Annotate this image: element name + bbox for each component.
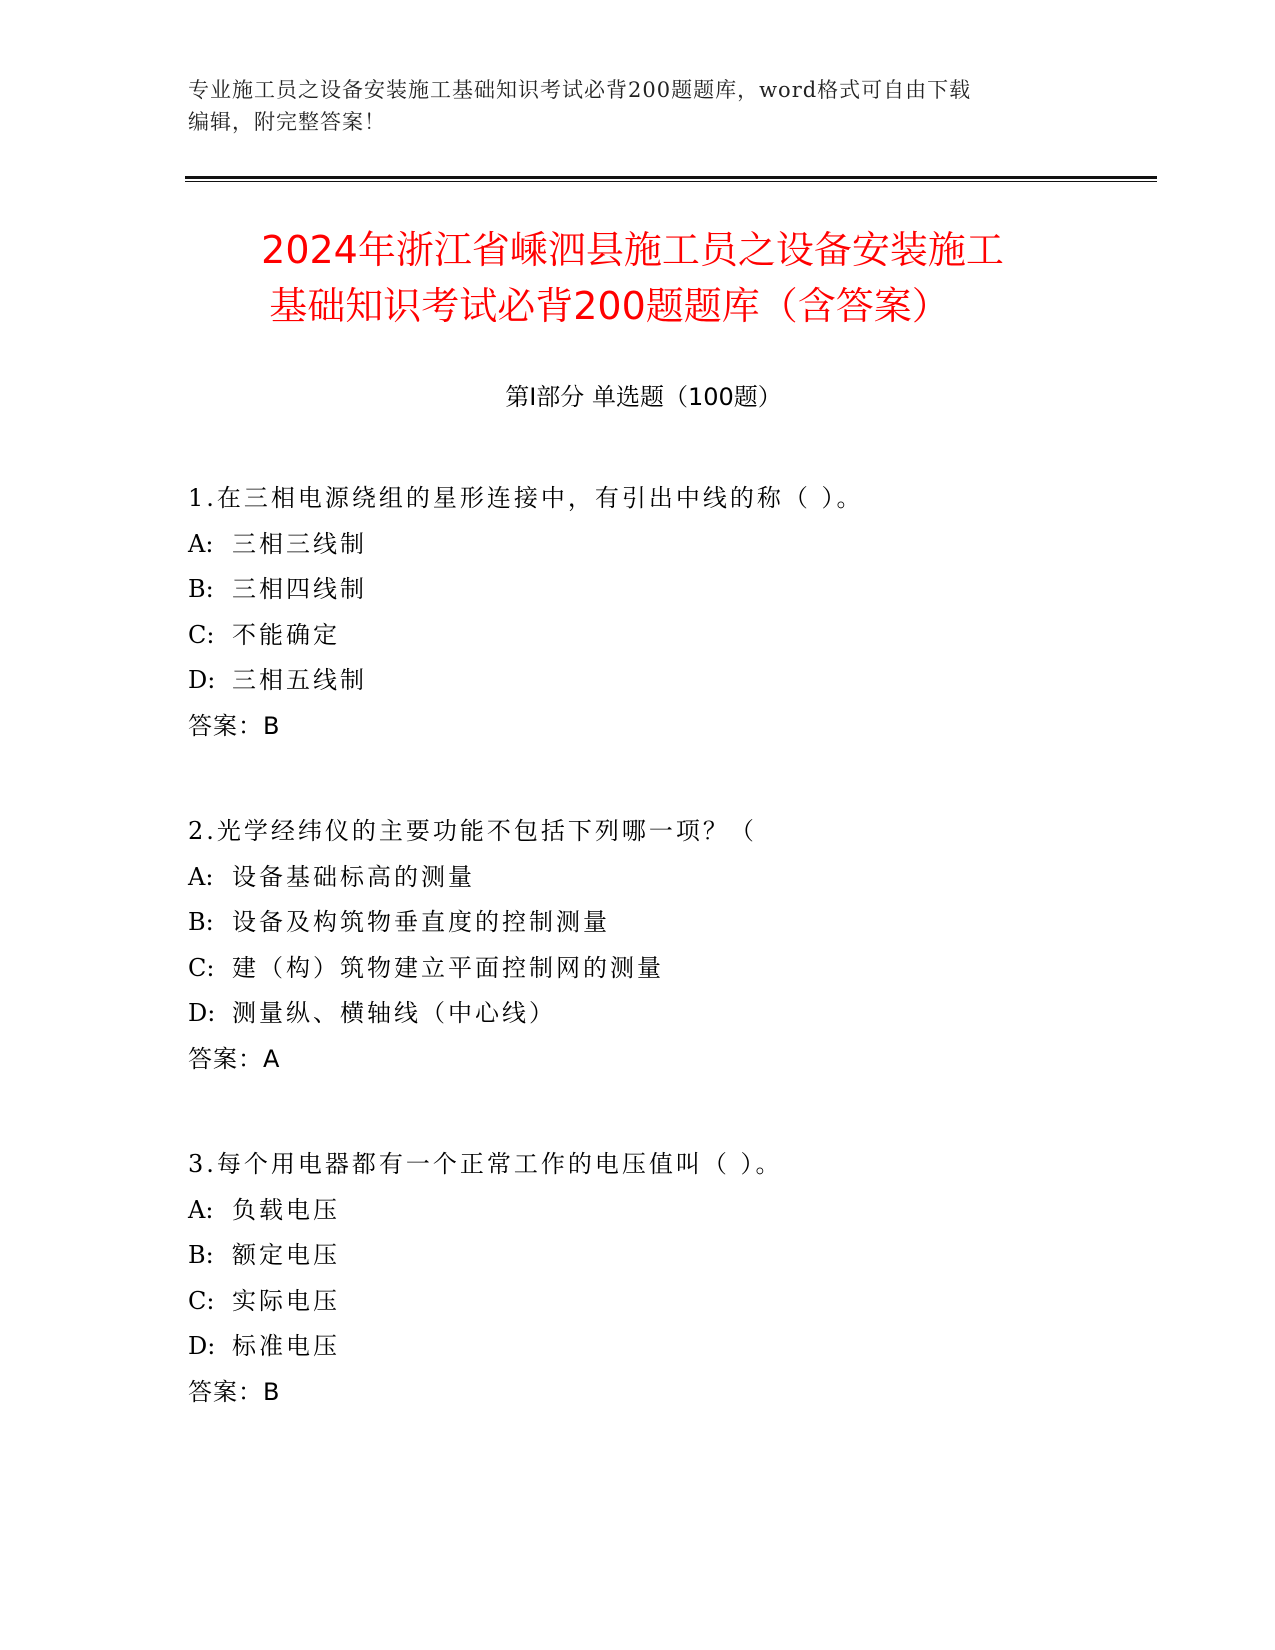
- option-letter: B:: [188, 575, 214, 603]
- option-a: [188, 1188, 1148, 1234]
- option-letter: A:: [188, 862, 214, 891]
- option-text: 实际电压: [232, 1286, 340, 1315]
- question-list: [188, 476, 1148, 1475]
- option-letter: D:: [188, 1332, 216, 1360]
- option-letter: C:: [188, 620, 215, 649]
- option-text: 三相五线制: [232, 666, 367, 694]
- answer: 答案：A: [188, 1044, 281, 1073]
- option-letter: B:: [188, 1241, 214, 1269]
- document-title: [0, 222, 1275, 334]
- option-text: 三相三线制: [232, 529, 367, 558]
- header-divider: [185, 176, 1157, 182]
- header-note-line-1: 专业施工员之设备安装施工基础知识考试必背200题题库，word格式可自由下载: [188, 78, 972, 102]
- option-c: [188, 1279, 1148, 1325]
- option-letter: D:: [188, 666, 216, 694]
- question-1: [188, 476, 1148, 749]
- answer: 答案：B: [188, 1377, 281, 1406]
- option-text: 标准电压: [232, 1332, 340, 1360]
- option-c: [188, 946, 1148, 992]
- option-d: [188, 1324, 1148, 1370]
- question-stem: 2.光学经纬仪的主要功能不包括下列哪一项？（: [188, 817, 757, 845]
- option-b: [188, 567, 1148, 613]
- question-2: [188, 809, 1148, 1082]
- question-stem: 3.每个用电器都有一个正常工作的电压值叫（ ）。: [188, 1150, 783, 1178]
- option-letter: A:: [188, 1195, 214, 1224]
- option-c: [188, 613, 1148, 659]
- option-b: [188, 1233, 1148, 1279]
- option-letter: C:: [188, 953, 215, 982]
- question-3: [188, 1142, 1148, 1415]
- option-a: [188, 522, 1148, 568]
- header-note: [188, 74, 1088, 138]
- document-title-line-1: 2024年浙江省嵊泗县施工员之设备安装施工: [261, 228, 1004, 272]
- option-text: 设备基础标高的测量: [232, 862, 475, 891]
- document-title-line-2: 基础知识考试必背200题题库（含答案）: [269, 284, 950, 328]
- option-a: [188, 855, 1148, 901]
- option-text: 三相四线制: [232, 575, 367, 603]
- option-text: 建（构）筑物建立平面控制网的测量: [232, 953, 664, 982]
- option-letter: C:: [188, 1286, 215, 1315]
- option-d: [188, 658, 1148, 704]
- option-letter: B:: [188, 908, 214, 936]
- option-d: [188, 991, 1148, 1037]
- answer: 答案：B: [188, 711, 281, 740]
- option-b: [188, 900, 1148, 946]
- question-stem: 1.在三相电源绕组的星形连接中，有引出中线的称（ ）。: [188, 484, 864, 512]
- option-letter: A:: [188, 529, 214, 558]
- option-text: 负载电压: [232, 1195, 340, 1224]
- option-text: 额定电压: [232, 1241, 340, 1269]
- option-letter: D:: [188, 999, 216, 1027]
- option-text: 设备及构筑物垂直度的控制测量: [232, 908, 610, 936]
- option-text: 不能确定: [232, 620, 340, 649]
- option-text: 测量纵、横轴线（中心线）: [232, 999, 556, 1027]
- header-note-line-2: 编辑，附完整答案！: [188, 110, 386, 134]
- section-title: 第Ⅰ部分 单选题（100题）: [505, 383, 782, 411]
